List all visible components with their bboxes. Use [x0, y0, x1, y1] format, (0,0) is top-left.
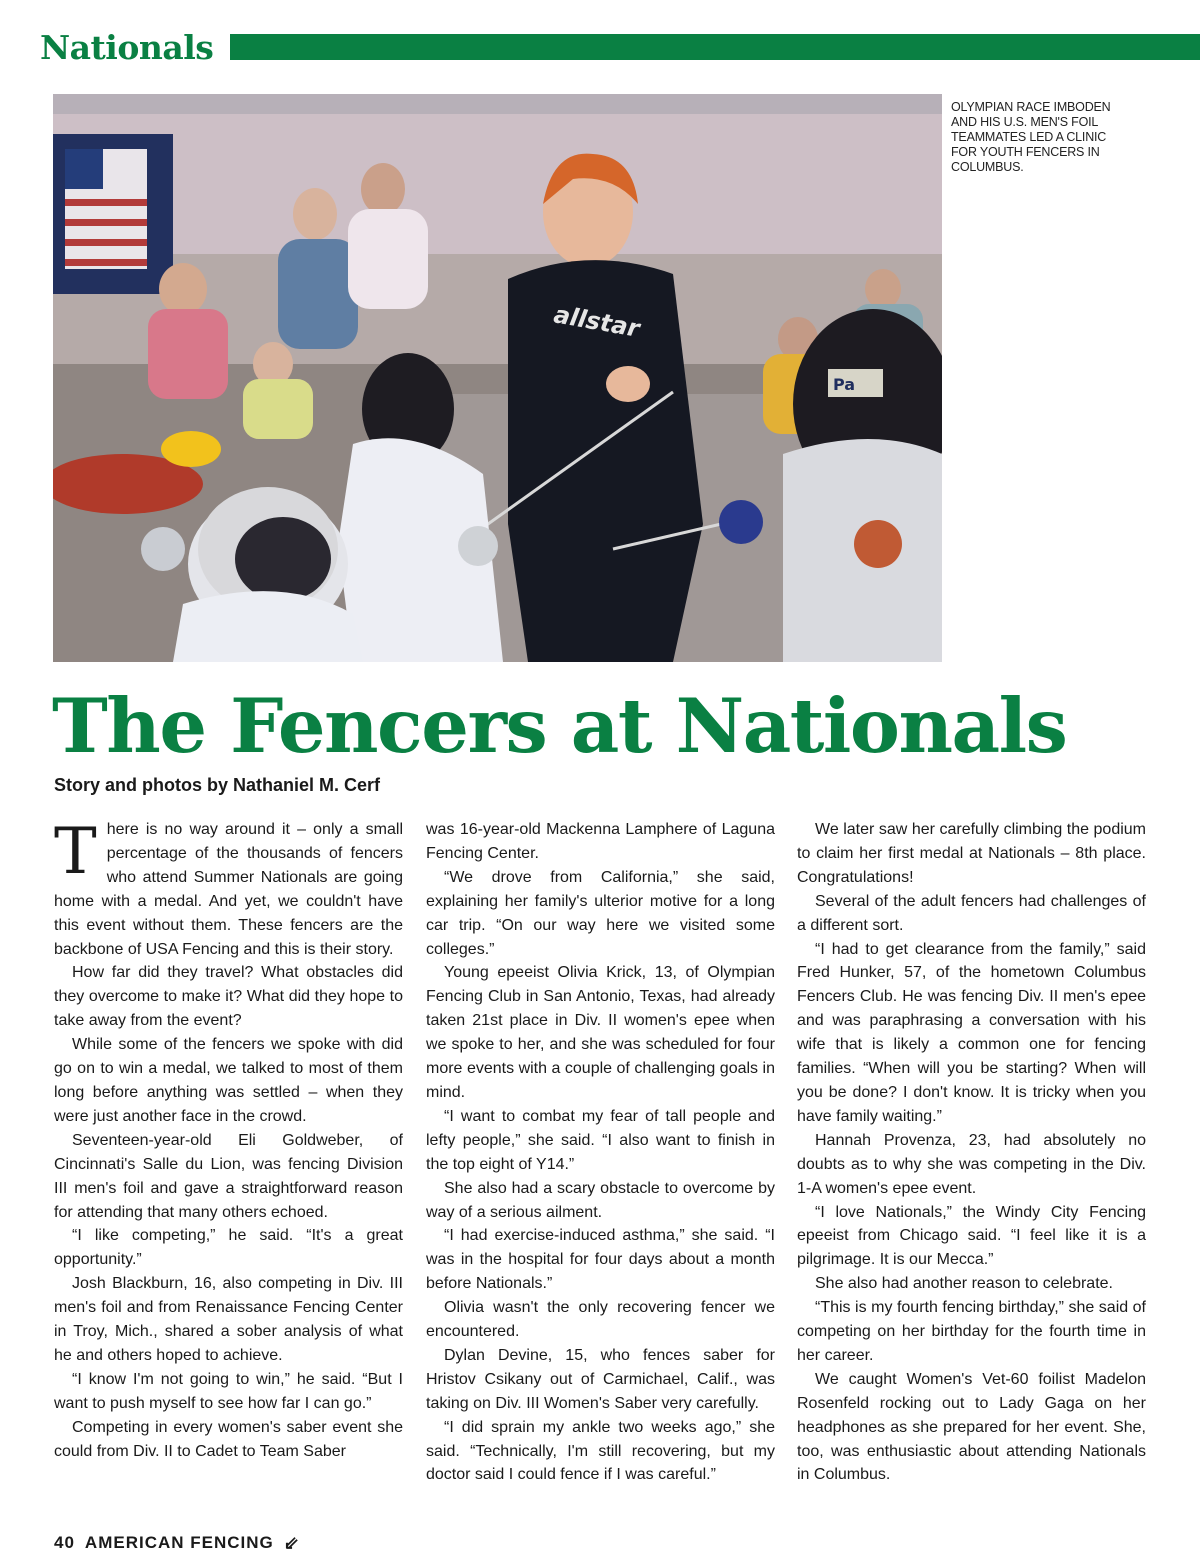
paragraph: Several of the adult fencers had challenges of a different sort.: [797, 892, 1146, 934]
section-header: [40, 28, 1200, 68]
page-footer: [54, 1531, 299, 1555]
paragraph: We caught Women's Vet-60 foilist Madelon Rosenfeld rocking out to Lady Gaga on her headphones as she prepared for her event. She, too, was enthusiastic about attending Nationals in Columbus.: [797, 1370, 1146, 1484]
paragraph: We later saw her carefully climbing the podium to claim her first medal at Nationals – 8th place. Congratulations!: [797, 821, 1146, 886]
article-photo: [53, 94, 942, 662]
paragraph: was 16-year-old Mackenna Lamphere of Laguna Fencing Center.: [426, 821, 775, 862]
paragraph: “I know I'm not going to win,” he said. “But I want to push myself to see how far I can go.”: [54, 1370, 403, 1412]
paragraph: “We drove from California,” she said, explaining her family's ulterior motive for a long car trip. “On our way here we visited some colleges.”: [426, 868, 775, 958]
paragraph: “I want to combat my fear of tall people and lefty people,” she said. “I also want to finish in the top eight of Y14.”: [426, 1107, 775, 1173]
paragraph: Seventeen-year-old Eli Goldweber, of Cincinnati's Salle du Lion, was fencing Division III men's foil and gave a straightforward reason for attending that many others echoed.: [54, 1131, 403, 1221]
paragraph: “I did sprain my ankle two weeks ago,” she said. “Technically, I'm still recovering, but my doctor said I could fence if I was careful.”: [426, 1418, 775, 1484]
paragraph: “I had exercise-induced asthma,” she said. “I was in the hospital for four days about a month before Nationals.”: [426, 1227, 775, 1293]
paragraph: Competing in every women's saber event she could from Div. II to Cadet to Team Saber: [54, 1418, 403, 1460]
paragraph: “I like competing,” he said. “It's a great opportunity.”: [54, 1227, 403, 1269]
section-title: Nationals: [40, 28, 214, 67]
paragraph: Olivia wasn't the only recovering fencer we encountered.: [426, 1299, 775, 1341]
paragraph: Dylan Devine, 15, who fences saber for Hristov Csikany out of Carmichael, Calif., was taking on Div. III Women's Saber very carefully.: [426, 1346, 775, 1412]
shirt-logo-text: allstar: [551, 300, 642, 343]
page-number: 40: [54, 1533, 75, 1552]
paragraph: “This is my fourth fencing birthday,” she said of competing on her birthday for the fourth time in her career.: [797, 1299, 1146, 1364]
drop-cap: T: [54, 815, 97, 889]
mask-name-tag: Pa: [833, 375, 856, 394]
paragraph: Hannah Provenza, 23, had absolutely no doubts as to why she was competing in the Div. 1-A women's epee event.: [797, 1131, 1146, 1197]
fencing-clinic-photo: [53, 94, 942, 662]
text-column-3: [797, 818, 1146, 1487]
paragraph: She also had a scary obstacle to overcome by way of a serious ailment.: [426, 1179, 775, 1221]
paragraph: She also had another reason to celebrate.: [815, 1275, 1113, 1293]
paragraph: Young epeeist Olivia Krick, 13, of Olympian Fencing Club in San Antonio, Texas, had already taken 21st place in Div. II women's epee when we spoke to her, and she was scheduled for four more events with a couple of challenging goals in mind.: [426, 964, 775, 1101]
section-rule: [230, 34, 1200, 60]
paragraph: How far did they travel? What obstacles did they overcome to make it? What did they hope to take away from the event?: [54, 964, 403, 1030]
paragraph: Josh Blackburn, 16, also competing in Div. III men's foil and from Renaissance Fencing Center in Troy, Mich., shared a sober analysis of what he and others hoped to achieve.: [54, 1275, 403, 1364]
photo-caption: OLYMPIAN RACE IMBODEN AND HIS U.S. MEN'S FOIL TEAMMATES LED A CLINIC FOR YOUTH FENCERS IN COLUMBUS.: [951, 100, 1111, 174]
paragraph: “I love Nationals,” the Windy City Fencing epeeist from Chicago said. “I feel like it is a pilgrimage. It is our Mecca.”: [797, 1203, 1146, 1269]
article-headline: The Fencers at Nationals: [52, 682, 1067, 770]
text-column-1: [54, 815, 403, 1463]
arrow-icon: ⇙: [283, 1533, 299, 1553]
article-byline: Story and photos by Nathaniel M. Cerf: [54, 775, 381, 795]
paragraph: There is no way around it – only a small percentage of the thousands of fencers who attend Summer Nationals are going home with a medal. And yet, we couldn't have this event without them. These fencers are the backbone of USA Fencing and this is their story.: [54, 815, 403, 958]
paragraph: “I had to get clearance from the family,” said Fred Hunker, 57, of the hometown Columbus Fencers Club. He was fencing Div. II men's epee and was paraphrasing a conversation with his wife that is likely a common one for fencing families. “When will you be starting? When will you be done? I don't know. It is tricky when you have family waiting.”: [797, 940, 1146, 1125]
paragraph: While some of the fencers we spoke with did go on to win a medal, we talked to most of them long before anything was settled – when they were just another face in the crowd.: [54, 1036, 403, 1125]
magazine-name: AMERICAN FENCING: [84, 1533, 274, 1552]
text-column-2: [426, 818, 775, 1487]
